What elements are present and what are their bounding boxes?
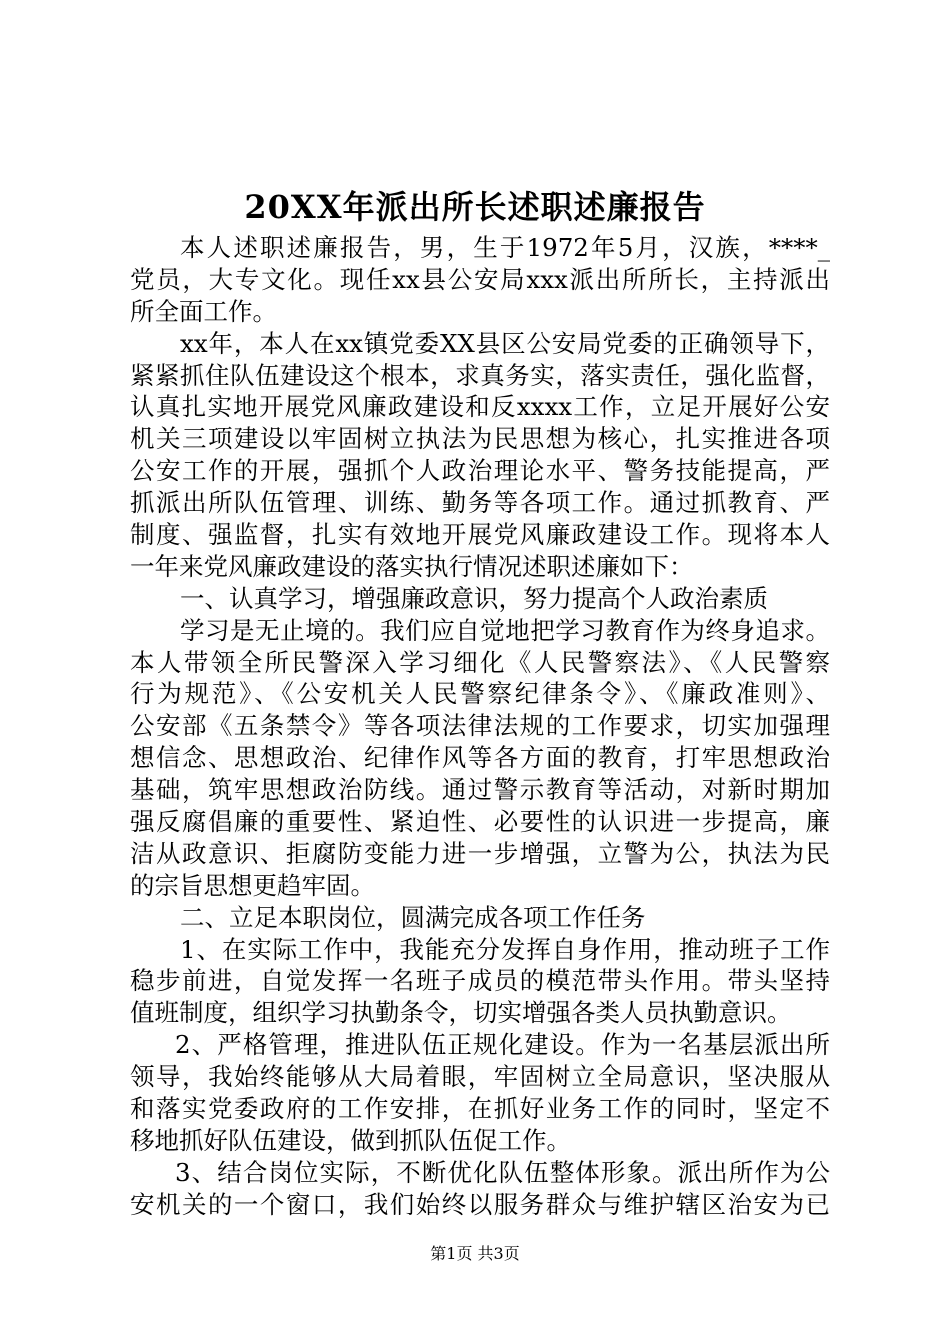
paragraph-line: 移地抓好队伍建设，做到抓队伍促工作。 <box>130 1125 571 1155</box>
paragraph-line: 所全面工作。 <box>130 296 277 326</box>
paragraph-line: 2、严格管理，推进队伍正规化建设。作为一名基层派出所 <box>175 1030 830 1060</box>
paragraph-line: 本人带领全所民警深入学习细化《人民警察法》、《人民警察 <box>130 647 830 677</box>
paragraph-line: 公安工作的开展，强抓个人政治理论水平、警务技能提高，严 <box>130 456 830 486</box>
paragraph-line: 本人述职述廉报告，男，生于1972年5月，汉族，****_ <box>180 233 830 262</box>
paragraph-line: 认真扎实地开展党风廉政建设和反xxxx工作，立足开展好公安 <box>130 392 830 422</box>
paragraph-line: 稳步前进，自觉发挥一名班子成员的模范带头作用。带头坚持 <box>130 966 830 996</box>
paragraph-line: 机关三项建设以牢固树立执法为民思想为核心，扎实推进各项 <box>130 424 830 454</box>
paragraph-line: 行为规范》、《公安机关人民警察纪律条令》、《廉政准则》、 <box>130 679 830 709</box>
paragraph-line: 安机关的一个窗口，我们始终以服务群众与维护辖区治安为已 <box>130 1189 830 1219</box>
paragraph-line: 制度、强监督，扎实有效地开展党风廉政建设工作。现将本人 <box>130 520 830 550</box>
paragraph-line: 的宗旨思想更趋牢固。 <box>130 870 375 900</box>
document-title: 20XX年派出所长述职述廉报告 <box>244 188 706 226</box>
section-heading: 二、立足本职岗位，圆满完成各项工作任务 <box>180 902 646 932</box>
paragraph-line: 洁从政意识、拒腐防变能力进一步增强，立警为公，执法为民 <box>130 838 830 868</box>
paragraph-line: 值班制度，组织学习执勤条令，切实增强各类人员执勤意识。 <box>130 998 792 1028</box>
paragraph-line: 领导，我始终能够从大局着眼，牢固树立全局意识，坚决服从 <box>130 1062 830 1092</box>
paragraph-line: 一年来党风廉政建设的落实执行情况述职述廉如下： <box>130 551 694 581</box>
paragraph-line: 学习是无止境的。我们应自觉地把学习教育作为终身追求。 <box>180 615 830 645</box>
paragraph-line: xx年，本人在xx镇党委XX县区公安局党委的正确领导下， <box>180 328 830 358</box>
page-number-footer: 第1页 共3页 <box>430 1244 520 1263</box>
paragraph-line: 想信念、思想政治、纪律作风等各方面的教育，打牢思想政治 <box>130 743 830 773</box>
paragraph-line: 抓派出所队伍管理、训练、勤务等各项工作。通过抓教育、严 <box>130 488 830 518</box>
document-body <box>130 232 830 1221</box>
section-heading: 一、认真学习，增强廉政意识，努力提高个人政治素质 <box>180 583 768 613</box>
paragraph-line: 公安部《五条禁令》等各项法律法规的工作要求，切实加强理 <box>130 711 830 741</box>
paragraph-line: 3、结合岗位实际，不断优化队伍整体形象。派出所作为公 <box>175 1157 830 1187</box>
paragraph-line: 基础，筑牢思想政治防线。通过警示教育等活动，对新时期加 <box>130 775 830 805</box>
paragraph-line: 1、在实际工作中，我能充分发挥自身作用，推动班子工作 <box>180 934 830 964</box>
paragraph-line: 强反腐倡廉的重要性、紧迫性、必要性的认识进一步提高，廉 <box>130 807 830 837</box>
paragraph-line: 和落实党委政府的工作安排，在抓好业务工作的同时，坚定不 <box>130 1094 830 1124</box>
paragraph-line: 党员，大专文化。现任xx县公安局xxx派出所所长，主持派出 <box>130 264 830 294</box>
paragraph-line: 紧紧抓住队伍建设这个根本，求真务实，落实责任，强化监督， <box>130 360 830 390</box>
